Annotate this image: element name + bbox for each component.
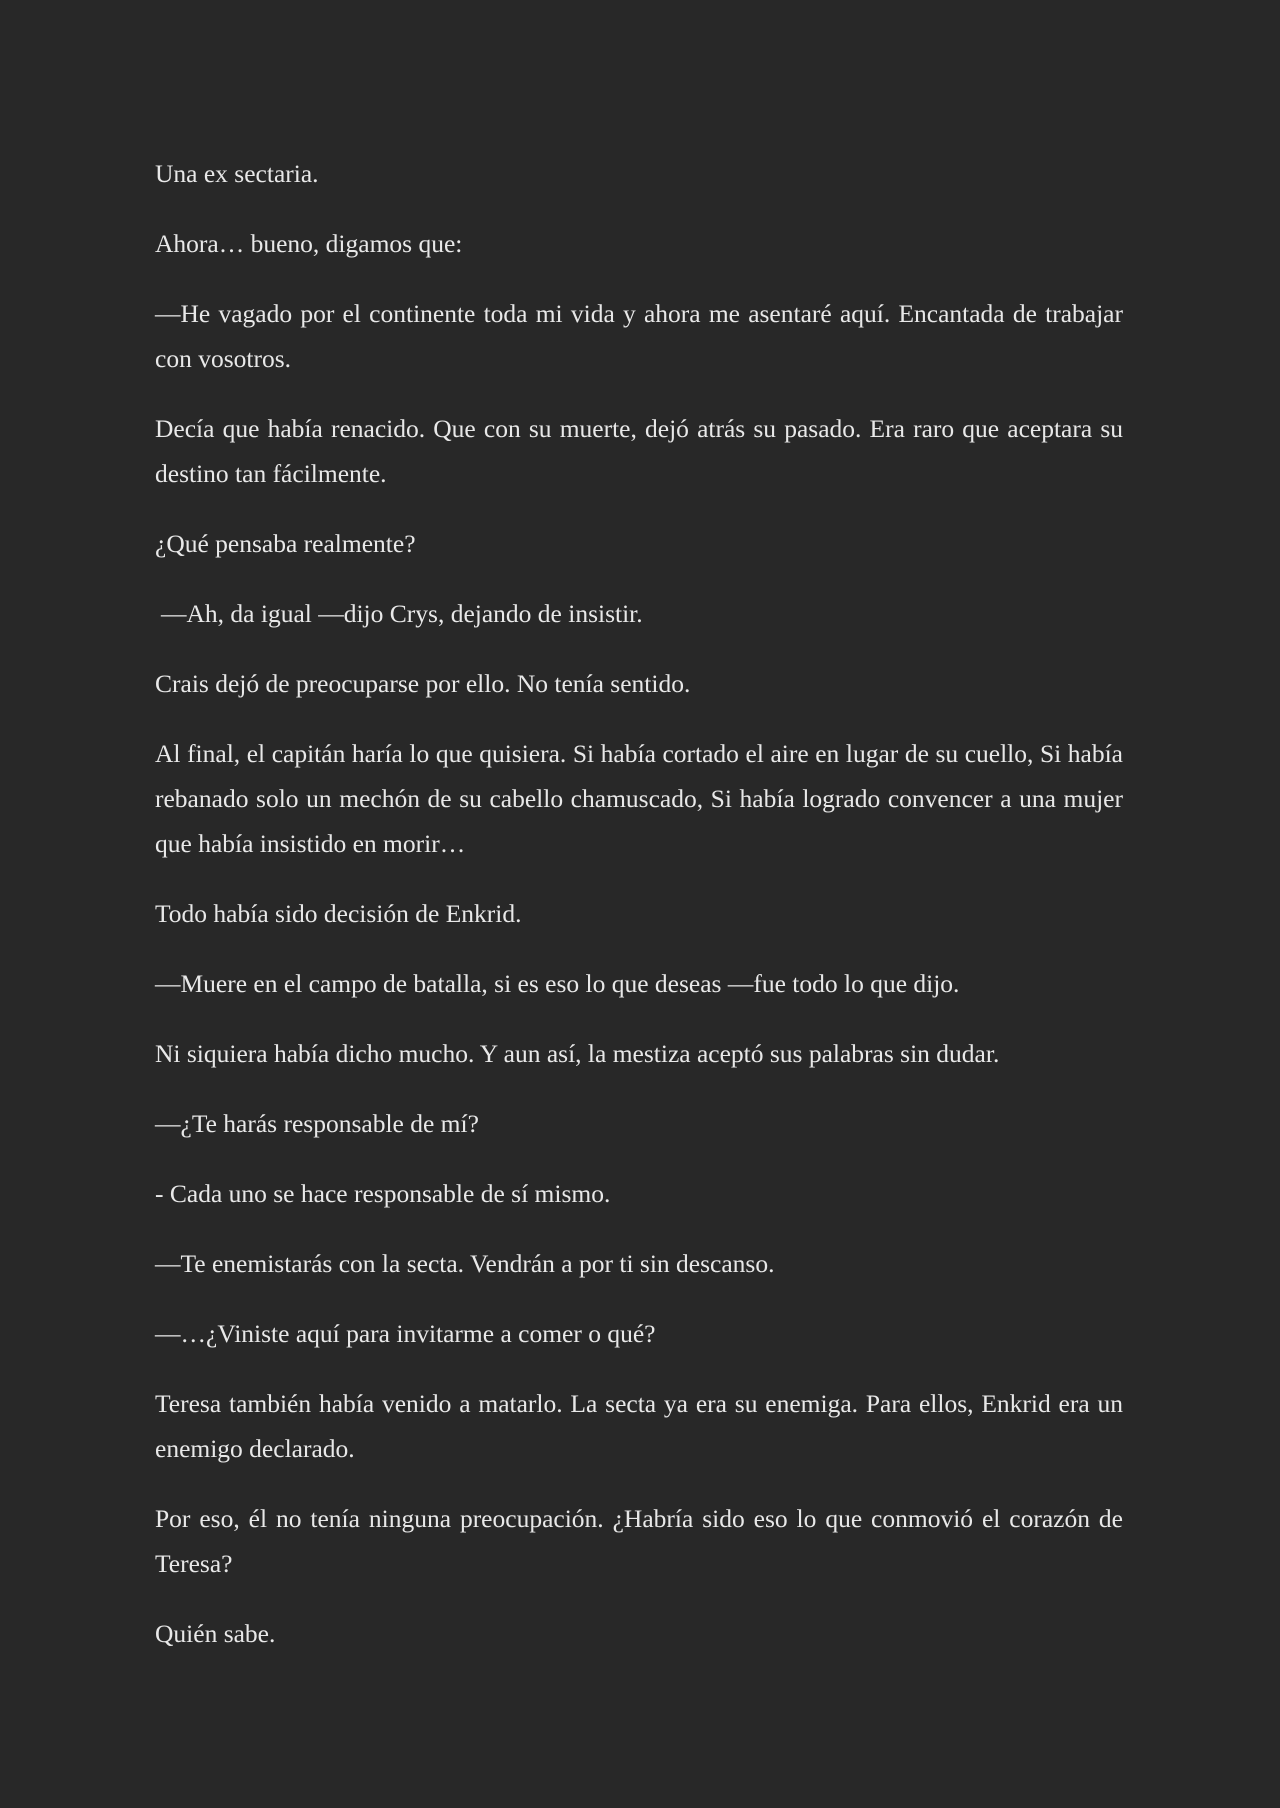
paragraph: Al final, el capitán haría lo que quisiera. Si había cortado el aire en lugar de su cuello, Si había rebanado solo un mechón de su cabello chamuscado, Si había logrado convencer a una mujer que había insistido en morir… (155, 739, 1123, 858)
paragraph: Crais dejó de preocuparse por ello. No tenía sentido. (155, 669, 691, 698)
paragraph: Ahora… bueno, digamos que: (155, 229, 463, 258)
paragraph: Ni siquiera había dicho mucho. Y aun así, la mestiza aceptó sus palabras sin dudar. (155, 1039, 1000, 1068)
paragraph: Por eso, él no tenía ninguna preocupación. ¿Habría sido eso lo que conmovió el corazón de Teresa? (155, 1504, 1123, 1578)
paragraph: —Te enemistarás con la secta. Vendrán a por ti sin descanso. (155, 1249, 775, 1278)
paragraph: —¿Te harás responsable de mí? (155, 1109, 479, 1138)
paragraph: —Ah, da igual —dijo Crys, dejando de insistir. (161, 599, 643, 628)
paragraph: —Muere en el campo de batalla, si es eso lo que deseas —fue todo lo que dijo. (155, 969, 960, 998)
chapter-text (155, 151, 1123, 1656)
paragraph: Quién sabe. (155, 1619, 276, 1648)
paragraph: ¿Qué pensaba realmente? (155, 529, 416, 558)
paragraph: Decía que había renacido. Que con su muerte, dejó atrás su pasado. Era raro que aceptara su destino tan fácilmente. (155, 414, 1123, 488)
paragraph: - Cada uno se hace responsable de sí mismo. (155, 1179, 611, 1208)
paragraph: Teresa también había venido a matarlo. La secta ya era su enemiga. Para ellos, Enkrid era un enemigo declarado. (155, 1389, 1123, 1463)
paragraph: —…¿Viniste aquí para invitarme a comer o qué? (155, 1319, 656, 1348)
paragraph: Todo había sido decisión de Enkrid. (155, 899, 522, 928)
paragraph: Una ex sectaria. (155, 159, 319, 188)
paragraph: —He vagado por el continente toda mi vida y ahora me asentaré aquí. Encantada de trabajar con vosotros. (155, 299, 1123, 373)
